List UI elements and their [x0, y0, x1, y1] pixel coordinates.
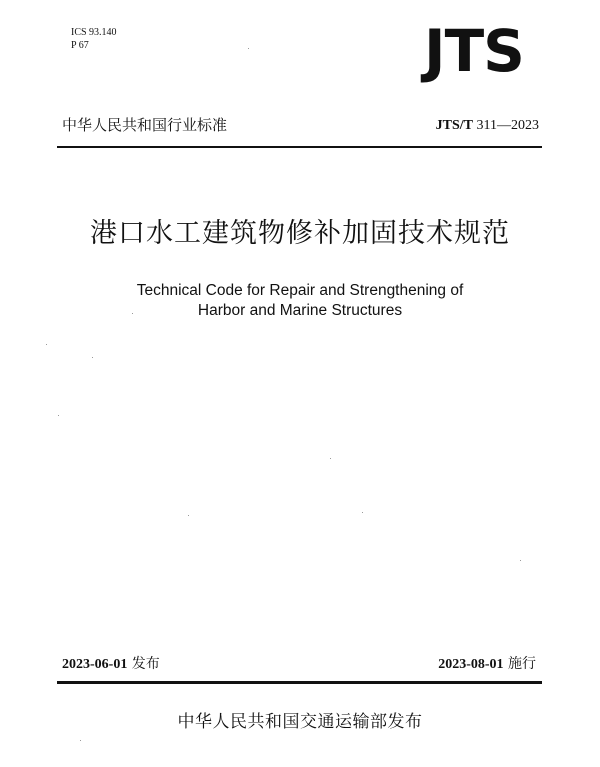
bottom-rule-divider	[57, 681, 542, 684]
issuing-authority: 中华人民共和国交通运输部发布	[177, 712, 423, 732]
standard-category: 中华人民共和国行业标准	[62, 116, 228, 134]
scan-speck	[132, 313, 133, 314]
scan-speck	[80, 740, 81, 741]
issue-date: 2023-06-01	[62, 657, 128, 672]
scan-speck	[46, 344, 47, 345]
jts-logo: JTS	[424, 17, 524, 85]
scan-speck	[188, 515, 189, 516]
title-chinese: 港口水工建筑物修补加固技术规范	[90, 218, 510, 249]
scan-speck	[330, 458, 331, 459]
issue-date-block	[62, 654, 160, 675]
scan-speck	[92, 357, 93, 358]
implement-date-block	[438, 654, 536, 675]
standard-number	[436, 116, 539, 136]
p-code: P 67	[71, 40, 89, 51]
title-english	[0, 281, 600, 321]
standard-number-prefix: JTS/T	[435, 118, 474, 133]
implement-label: 施行	[508, 656, 536, 672]
standard-number-value: 311—2023	[476, 118, 539, 133]
ics-code: ICS 93.140	[71, 27, 117, 38]
scan-speck	[520, 560, 521, 561]
issue-label: 发布	[131, 656, 160, 672]
scan-speck	[248, 48, 249, 49]
scan-speck	[362, 512, 363, 513]
implement-date: 2023-08-01	[438, 657, 504, 672]
title-english-line1: Technical Code for Repair and Strengthening of	[136, 282, 464, 299]
top-rule-divider	[57, 146, 542, 148]
title-english-line2: Harbor and Marine Structures	[197, 302, 403, 319]
scan-speck	[58, 415, 59, 416]
